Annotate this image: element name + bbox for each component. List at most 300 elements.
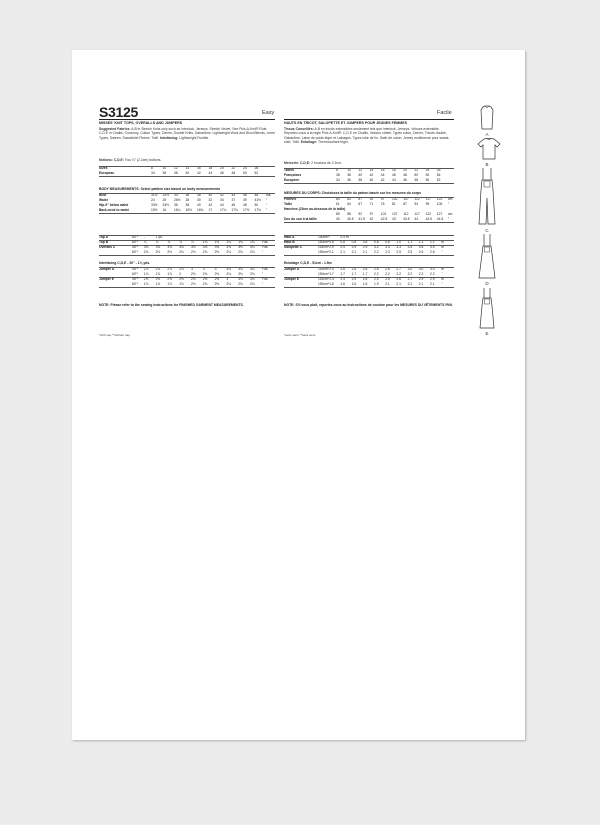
table-cell: 40: [197, 203, 201, 207]
table-cell: 16½: [185, 208, 192, 212]
table-cell: 2.9: [430, 277, 435, 281]
table-cell: 42: [220, 193, 224, 197]
table-cell: 2.6: [396, 277, 401, 281]
table-cell: 26: [436, 168, 441, 172]
table-cell: 43: [392, 217, 396, 221]
table-cell: ": [266, 198, 268, 202]
fabrics-label-en: Suggested Fabrics:: [99, 127, 131, 131]
table-cell: 3⅜: [226, 245, 231, 249]
table-cell: 107: [403, 197, 409, 201]
table-cell: 2.6: [418, 250, 424, 254]
table-cell: 37: [231, 198, 236, 202]
table-cell: 1⅞: [143, 282, 149, 286]
table-cell: 48: [243, 203, 247, 207]
table-cell: 150cm*: [318, 235, 330, 239]
table-cell: 38: [336, 173, 340, 177]
table-cell: 3⅛: [250, 277, 255, 281]
table-cell: 17½: [243, 208, 250, 212]
table-cell: 2⅛: [191, 272, 196, 276]
table-cell: 2⅛: [143, 250, 149, 254]
table-rule: [99, 176, 275, 177]
table-rule: [284, 183, 454, 184]
table-cell: 60"*: [132, 272, 139, 276]
table-cell: ": [441, 282, 443, 286]
table-cell: 127: [436, 212, 443, 216]
table-cell: 92: [358, 212, 363, 216]
table-cell: 117: [414, 212, 420, 216]
body-heading-en: BODY MEASUREMENTS: Select pattern size based on body measurements: [99, 187, 221, 191]
row-label: Overalls C: [99, 245, 116, 249]
table-cell: 42.5: [380, 217, 388, 221]
table-cell: 41.5: [358, 217, 365, 221]
table-cell: 2⅝: [155, 277, 161, 281]
table-cell: 22: [231, 166, 236, 170]
overalls-c-sketch-icon: [477, 168, 497, 226]
table-cell: 2.5: [374, 277, 379, 281]
row-label: Poitrine: [284, 197, 297, 201]
table-cell: 71: [369, 202, 374, 206]
table-top-rule: [284, 267, 454, 268]
table-cell: 0.8: [374, 240, 379, 244]
table-cell: 2⅛: [214, 282, 220, 286]
table-cell: 0.9 m: [340, 235, 349, 239]
table-cell: 3⅜: [167, 245, 172, 249]
row-label: Hanches (23cm au-dessous de la taille): [284, 207, 346, 211]
interfacing-label-fr: Entoilage:: [300, 139, 318, 144]
table-cell: 2.2: [385, 272, 390, 276]
difficulty-fr: Facile: [437, 110, 452, 116]
table-cell: 28: [185, 198, 190, 202]
table-cell: 12: [174, 166, 178, 170]
table-cell: 10: [162, 166, 167, 170]
table-cell: 3⅜: [179, 245, 184, 249]
table-cell: ⅞: [167, 240, 171, 244]
table-cell: 2⅝: [214, 277, 220, 281]
view-label-e: E: [485, 331, 489, 336]
table-cell: 67: [358, 202, 363, 206]
table-cell: 102: [392, 197, 398, 201]
table-cell: 76: [380, 202, 385, 206]
table-cell: 2.5: [351, 277, 357, 281]
table-cell: 2.2: [418, 272, 424, 276]
table-cell: 102: [380, 212, 387, 216]
table-cell: 2.6: [374, 267, 379, 271]
table-cell: 2⅛: [238, 282, 243, 286]
table-cell: 16¾: [197, 208, 204, 212]
note-fr: NOTE: S'il vous plaît, reportez-vous au instructions de couture pour les MESURES DU VÊTEMENTS FINI.: [284, 303, 453, 307]
table-cell: 20: [220, 166, 224, 170]
table-cell: 42: [197, 171, 201, 175]
table-cell: 16: [197, 166, 201, 170]
table-cell: 2.1: [396, 282, 401, 286]
table-cell: 3: [202, 267, 205, 271]
table-cell: 94: [414, 202, 419, 206]
body-heading-fr: MESURES DU CORPS: Choisissez la taille du patron basée sur les mesures du corps: [284, 191, 421, 195]
table-cell: 150cm*: [318, 240, 330, 244]
table-cell: 1.6: [362, 282, 368, 286]
table-cell: 83: [347, 197, 351, 201]
table-cell: 39: [243, 198, 247, 202]
table-cell: 2⅛: [226, 250, 231, 254]
table-cell: 3⅜: [214, 245, 220, 249]
table-cell: ": [441, 272, 443, 276]
table-cell: 34: [336, 178, 340, 182]
table-cell: 2.2: [430, 272, 435, 276]
row-label: Hip-9" below waist: [99, 203, 129, 207]
table-cell: 44: [380, 173, 385, 177]
table-cell: 115cm*: [318, 267, 329, 271]
interfacing-text-en: Lightweight Fusible.: [179, 135, 210, 140]
table-cell: 44: [220, 203, 224, 207]
table-cell: 99: [425, 202, 430, 206]
table-cell: 2.2: [396, 272, 401, 276]
table-cell: 2.4: [329, 277, 334, 281]
table-cell: 2.9: [340, 245, 345, 249]
table-cell: 42: [369, 173, 374, 177]
table-cell: 2.1: [340, 250, 345, 254]
row-label: Sizes: [99, 166, 108, 170]
table-cell: 2⅛: [238, 250, 243, 254]
table-cell: ": [266, 203, 268, 207]
footnote-fr: *avec sens **sans sens: [284, 333, 316, 337]
table-cell: 33½: [151, 203, 158, 207]
table-cell: 38: [347, 173, 351, 177]
fabrics-paragraph-fr: [284, 127, 454, 144]
table-cell: 8: [336, 168, 338, 172]
table-cell: 14: [369, 168, 374, 172]
table-cell: 34: [151, 171, 155, 175]
table-cell: -: [329, 235, 331, 239]
row-label: Salopette C: [284, 245, 303, 249]
table-cell: 2.9: [329, 245, 334, 249]
table-cell: 1.1: [418, 240, 424, 244]
table-cell: 1.6: [351, 282, 357, 286]
notions-text-fr: 2 boutons de 2.2cm.: [311, 161, 342, 165]
pattern-back-sheet: [72, 50, 525, 740]
table-cell: 2.4: [340, 277, 345, 281]
jumper-d-sketch-icon: [477, 234, 497, 280]
row-label: Haut B: [284, 240, 295, 244]
row-label: Françaises: [284, 173, 302, 177]
table-top-rule: [99, 235, 275, 236]
style-number: S3125: [99, 104, 138, 120]
row-label: Européen: [284, 178, 300, 182]
table-cell: ⅞: [191, 240, 194, 244]
table-cell: 2.2: [407, 272, 413, 276]
interfacing-label-en: Interfacing:: [159, 135, 179, 140]
table-cell: 2.5: [385, 277, 390, 281]
table-cell: Yds.: [261, 277, 269, 281]
table-cell: 22: [414, 168, 419, 172]
table-cell: 3⅜: [155, 245, 161, 249]
table-cell: 43.5: [403, 217, 410, 221]
table-cell: m: [441, 240, 444, 244]
table-cell: 17¾: [254, 208, 261, 212]
table-cell: 2⅛: [202, 250, 208, 254]
table-cell: 60"*: [132, 240, 139, 244]
notions-text-en: Two ⅞" (2.2cm) buttons.: [124, 158, 162, 162]
table-cell: 52: [425, 173, 430, 177]
table-cell: 3⅜: [202, 245, 208, 249]
table-cell: 36: [185, 193, 190, 197]
table-cell: 97: [369, 212, 374, 216]
table-cell: 25: [162, 198, 167, 202]
table-cell: 0.8: [340, 240, 345, 244]
table-cell: 2⅛: [226, 272, 231, 276]
table-cell: 40.5: [347, 217, 354, 221]
table-cell: 1⅞: [167, 272, 172, 276]
table-cell: 61: [336, 202, 340, 206]
table-cell: 16: [380, 168, 385, 172]
table-cell: 3⅜: [143, 245, 149, 249]
table-cell: 88: [347, 212, 351, 216]
table-cell: ": [261, 250, 263, 254]
table-cell: 36: [174, 203, 178, 207]
table-cell: 2.1: [430, 282, 435, 286]
table-cell: 2⅛: [167, 250, 172, 254]
table-cell: 40: [208, 193, 213, 197]
table-cell: 2⅝: [202, 277, 208, 281]
interfacing-row-fr: Entoilage C,D,E - 51cm - 1.5m: [284, 261, 332, 265]
table-cell: 3.2: [374, 245, 379, 249]
table-cell: 46: [243, 193, 247, 197]
table-cell: 1 yd.: [155, 235, 163, 239]
table-cell: 1⅛: [214, 240, 220, 244]
table-cell: 60"*: [132, 282, 139, 286]
table-cell: 2.5: [407, 250, 413, 254]
table-cell: 3.3: [396, 245, 401, 249]
difficulty-en: Easy: [262, 110, 275, 116]
table-rule: [99, 287, 275, 288]
table-cell: 44.5: [425, 217, 433, 221]
table-cell: 1⅞: [155, 282, 161, 286]
table-cell: 46: [392, 173, 396, 177]
table-cell: 2.5: [396, 250, 401, 254]
table-cell: 48: [403, 173, 407, 177]
table-cell: 2.6: [362, 267, 368, 271]
table-cell: 16¼: [174, 208, 181, 212]
table-cell: 50: [414, 173, 419, 177]
table-cell: 112: [414, 197, 420, 201]
table-cell: 0.8: [362, 240, 368, 244]
table-cell: 31½: [151, 193, 158, 197]
table-cell: cm: [448, 197, 453, 201]
table-cell: 44: [231, 193, 236, 197]
table-cell: 0.8: [351, 240, 357, 244]
table-cell: 36: [347, 178, 351, 182]
view-label-d: D: [485, 281, 489, 286]
table-cell: 30: [197, 198, 201, 202]
table-cell: 3¼: [238, 267, 243, 271]
table-cell: 2⅛: [191, 250, 196, 254]
table-cell: 1⅛: [226, 240, 231, 244]
table-top-rule: [99, 166, 275, 167]
title-en: MISSES' KNIT TOPS, OVERALLS AND JUMPERS: [99, 121, 183, 125]
header-rule-en: [99, 119, 275, 120]
table-cell: 34: [220, 198, 224, 202]
table-cell: 2: [179, 272, 182, 276]
notions-label-fr: Mercerie: C,D,E:: [284, 161, 311, 165]
table-cell: 115cm*: [318, 245, 329, 249]
table-cell: 1.9: [374, 282, 379, 286]
table-cell: 16: [162, 208, 167, 212]
table-cell: m: [441, 267, 444, 271]
table-cell: 3.5: [418, 245, 424, 249]
table-cell: 2⅛: [238, 272, 243, 276]
table-cell: 40: [358, 173, 363, 177]
table-cell: 42: [369, 217, 374, 221]
table-cell: 1⅞: [143, 272, 149, 276]
table-cell: 52: [254, 171, 259, 175]
table-cell: 38: [185, 203, 190, 207]
table-cell: ": [441, 250, 443, 254]
table-cell: 45"*: [132, 245, 139, 249]
table-cell: 2⅞: [155, 267, 161, 271]
table-cell: 2⅞: [167, 267, 172, 271]
table-cell: 2.6: [351, 267, 357, 271]
table-cell: 1.7: [351, 272, 357, 276]
table-cell: 1.7: [340, 272, 345, 276]
table-cell: 3⅜: [238, 245, 243, 249]
table-cell: 1⅛: [202, 240, 208, 244]
table-cell: 2⅛: [155, 250, 161, 254]
table-cell: 0.8: [329, 240, 334, 244]
table-cell: 8: [151, 166, 153, 170]
table-cell: 3.9: [430, 245, 435, 249]
table-cell: 117: [425, 197, 431, 201]
table-cell: 2.5: [362, 277, 368, 281]
table-cell: 106: [436, 202, 443, 206]
table-cell: 150cm*: [318, 282, 330, 286]
table-cell: 26½: [174, 198, 181, 202]
table-cell: 60"*: [132, 250, 139, 254]
row-label: Top B: [99, 240, 109, 244]
table-cell: 38: [174, 171, 178, 175]
table-cell: 20: [403, 168, 407, 172]
table-cell: 34½: [162, 203, 169, 207]
table-cell: 2⅞: [143, 267, 149, 271]
table-cell: ": [448, 217, 450, 221]
table-cell: 1.7: [329, 272, 334, 276]
table-cell: 45"*: [132, 267, 139, 271]
table-cell: 2.1: [351, 250, 357, 254]
table-cell: 2.6: [430, 250, 435, 254]
table-cell: 87: [358, 197, 363, 201]
table-cell: 81: [392, 202, 396, 206]
table-cell: 2⅝: [179, 277, 184, 281]
table-cell: 3.4: [407, 245, 413, 249]
row-label: Top A: [99, 235, 108, 239]
table-cell: 2⅛: [250, 272, 255, 276]
table-cell: 107: [392, 212, 398, 216]
table-cell: 48: [254, 193, 259, 197]
table-cell: ⅞: [155, 240, 159, 244]
table-cell: cm: [448, 212, 453, 216]
row-label: Dos du cou à la taille: [284, 217, 317, 221]
table-cell: 17⅜: [231, 208, 238, 212]
table-cell: 2⅛: [250, 282, 255, 286]
table-cell: 40: [336, 217, 340, 221]
table-cell: 2.7: [407, 277, 413, 281]
table-cell: 3⅛: [226, 267, 231, 271]
table-cell: 122: [425, 212, 432, 216]
table-cell: 3⅜: [191, 245, 196, 249]
table-cell: 40: [185, 171, 190, 175]
table-cell: 3⅛: [238, 277, 243, 281]
table-top-rule: [99, 267, 275, 268]
table-cell: m: [441, 277, 444, 281]
table-cell: 40: [369, 178, 374, 182]
table-cell: 150cm*: [318, 250, 330, 254]
table-cell: 42: [380, 178, 385, 182]
table-cell: 2⅛: [179, 250, 184, 254]
table-cell: 122: [436, 197, 443, 201]
table-cell: Ins.: [266, 193, 272, 197]
view-label-c: C: [485, 228, 489, 233]
table-cell: 2⅛: [214, 272, 220, 276]
row-label: Jumper E: [284, 277, 300, 281]
table-cell: 14: [185, 166, 190, 170]
table-cell: 45"*: [132, 277, 139, 281]
table-top-rule: [284, 235, 454, 236]
table-cell: 10: [347, 168, 351, 172]
table-cell: 12: [358, 168, 363, 172]
table-cell: 50: [243, 171, 247, 175]
table-cell: 48: [414, 178, 419, 182]
table-cell: 1.6: [340, 282, 345, 286]
table-cell: 2⅛: [214, 250, 220, 254]
table-cell: 112: [403, 212, 409, 216]
table-cell: ": [448, 202, 450, 206]
table-cell: 42: [208, 203, 213, 207]
table-cell: 3.0: [407, 267, 413, 271]
table-cell: 32: [208, 198, 213, 202]
table-cell: 2.1: [407, 282, 413, 286]
table-cell: 38: [358, 178, 363, 182]
table-cell: 3: [214, 267, 217, 271]
table-cell: ⅞: [179, 240, 182, 244]
table-rule: [99, 213, 275, 214]
table-cell: 32½: [162, 193, 169, 197]
table-top-rule: [284, 197, 454, 198]
table-cell: 2⅛: [250, 250, 255, 254]
top-b-sketch-icon: [477, 138, 501, 160]
table-cell: 2⅝: [143, 277, 149, 281]
row-label: Haut A: [284, 235, 295, 239]
table-cell: Yds.: [261, 240, 269, 244]
table-cell: 2.2: [374, 272, 379, 276]
fabrics-text-fr: A,B en tricots extensibles seulement tels que Interlock, Jerseys, Velours extensible. Reportez-vous à la règle Pick-A-Knit®. C,D,E en Challis, Velours côtelé, Types coton, Denim, Tricots double, Gabardine, Laine de poids léger et Lainages, Types toile de lin, Satin de coton, Jersey molletonné pour sweat-shirt, Twill.: [284, 127, 450, 144]
table-cell: ": [266, 208, 268, 212]
table-cell: 24: [243, 166, 247, 170]
row-label: Waist: [99, 198, 108, 202]
table-cell: 1.0: [396, 240, 401, 244]
interfacing-row-en: Interfacing C,D,E - 20" - 1⅛ yds.: [99, 261, 151, 265]
table-cell: 3¼: [250, 267, 255, 271]
table-cell: 1⅞: [155, 272, 161, 276]
table-cell: 1⅞: [167, 282, 172, 286]
table-cell: 34: [174, 193, 178, 197]
table-cell: 3: [191, 267, 193, 271]
table-cell: 48: [231, 171, 236, 175]
title-fr: HAUTS EN TRICOT, SALOPETTE ET JUMPERS POUR JEUNES FEMMES: [284, 121, 407, 125]
table-rule: [284, 287, 454, 288]
table-cell: 3: [226, 277, 229, 281]
notions-fr: [284, 161, 454, 165]
view-label-a: A: [485, 132, 489, 137]
table-cell: 50: [254, 203, 259, 207]
table-cell: 46: [231, 203, 236, 207]
